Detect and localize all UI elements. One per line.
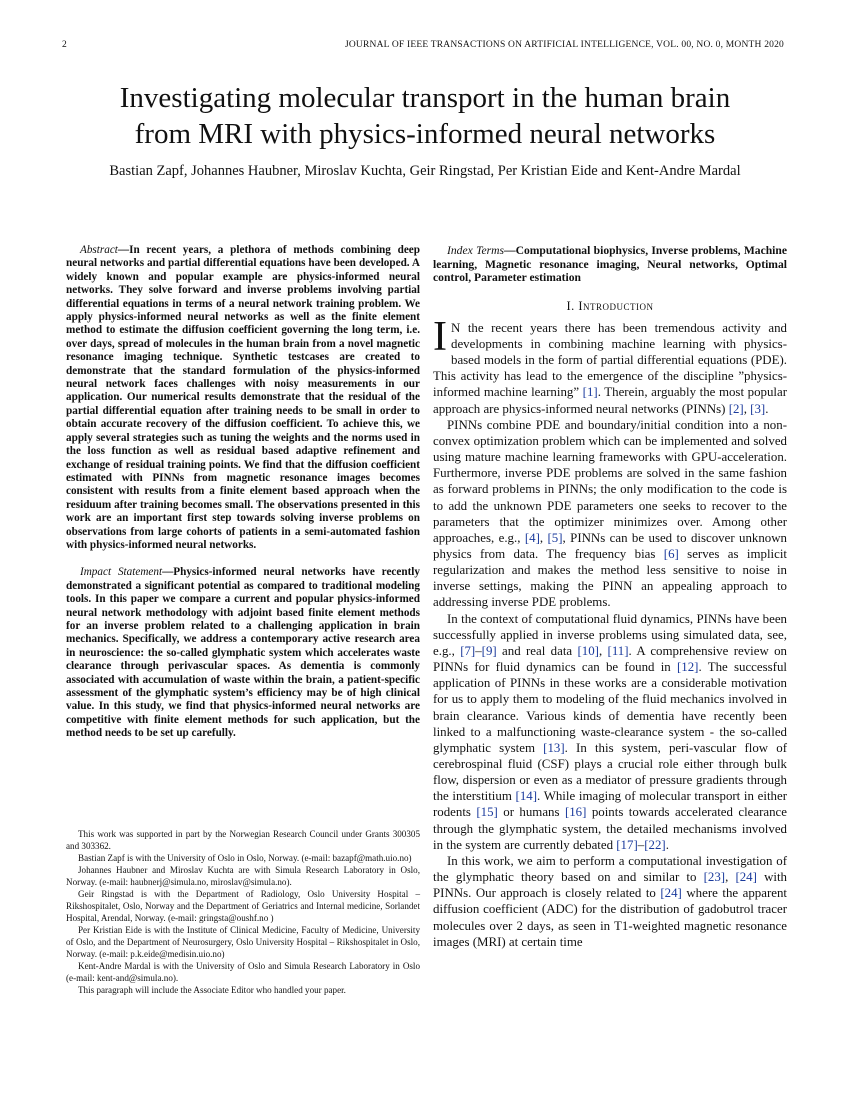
citation-link[interactable]: [3] [750, 401, 766, 416]
abstract-text: —In recent years, a plethora of methods combining deep neural networks and partial differential equations have been developed. A widely known and popular example are physics-informed neural networks. They solve forward and inverse problems involving partial differential equations in terms of a neural network training problem. We apply physics-informed neural networks as well as the finite element method to estimate the diffusion coefficient governing the long term, i.e. over days, spread of molecules in the human brain from a novel magnetic resonance imaging technique. Synthetic testcases are created to demonstrate that the standard formulation of the physics-informed neural network faces challenges with noisy measurements in our application. Our numerical results demonstrate that the residual of the partial differential equation after training needs to be small in order to obtain accurate recovery of the diffusion coefficient. To achieve this, we apply several strategies such as tuning the weights and the norms used in the loss function as well as residual based adaptive refinement and exchange of residual training points. We find that the diffusion coefficient estimated with PINNs from magnetic resonance images becomes consistent with results from a finite element based approach when the residuum after training becomes small. The observations presented in this work are an important first step towards solving inverse problems on observations from large cohorts of patients in a semi-automated fashion with physics-informed neural networks. [66, 244, 420, 551]
intro-paragraph-3: In the context of computational fluid dynamics, PINNs have been successfully applied in inverse problems using simulated data, see, e.g., [7]–[9] and real data [10], [11]. A comprehensive review on PINNs for fluid dynamics can be found in [12]. The successful application of PINNs in these works are a considerable motivation for us to apply them to modeling of the fluid mechanics involved in brain clearance. Various kinds of dementia have recently been linked to a malfunctioning waste-clearance system - the so-called glymphatic system [13]. In this system, peri-vascular flow of cerebrospinal fluid (CSF) plays a crucial role either through bulk flow, dispersion or even as a mediator of pressure gradients through the interstitium [14]. While imaging of molecular transport in either rodents [15] or humans [16] points towards accelerated clearance through the glymphatic system, the detailed mechanisms involved in the system are currently debated [17]–[22]. [433, 611, 787, 852]
footnote: This work was supported in part by the Norwegian Research Council under Grants 300305 and 303362. [66, 829, 420, 851]
citation-link[interactable]: [9] [481, 643, 497, 658]
citation-link[interactable]: [13] [543, 740, 565, 755]
citation-link[interactable]: [2] [728, 401, 744, 416]
impact-label: Impact Statement [80, 566, 163, 579]
citation-link[interactable]: [12] [677, 660, 699, 675]
citation-link[interactable]: [22] [644, 837, 666, 852]
index-terms [433, 244, 787, 285]
citation-link[interactable]: [24] [735, 870, 757, 885]
drop-cap: I [433, 313, 447, 360]
citation-link[interactable]: [16] [564, 805, 587, 820]
citation-link[interactable]: [10] [577, 643, 599, 658]
footnote: Geir Ringstad is with the Department of Radiology, Oslo University Hospital – Rikshospitalet, Oslo, Norway and the Department of Geriatrics and Internal medicine, Sorlandet Hospital, Arendal, Norway. (e-mail: gringsta@oushf.no ) [66, 889, 420, 923]
introduction-body [433, 313, 788, 950]
intro-paragraph-4: In this work, we aim to perform a computational investigation of the glymphatic theory based on and similar to [23], [24] with PINNs. Our approach is closely related to [24] where the apparent diffusion coefficient (ADC) for the distribution of gadobutrol tracer molecules over 2 days, as seen in T1-weighted magnetic resonance images (MRI) at certain time [433, 853, 787, 949]
index-terms-text: —Computational biophysics, Inverse problems, Machine learning, Magnetic resonance imaging, Neural networks, Optimal control, Parameter estimation [433, 244, 787, 285]
citation-link[interactable]: [6] [663, 546, 679, 561]
citation-link[interactable]: [15] [476, 805, 498, 820]
citation-link[interactable]: [14] [515, 789, 538, 804]
citation-link[interactable]: [17] [616, 837, 638, 852]
index-terms-label: Index Terms [447, 244, 504, 257]
author-list: Bastian Zapf, Johannes Haubner, Miroslav Kuchta, Geir Ringstad, Per Kristian Eide and Kent-Andre Mardal [109, 163, 741, 179]
journal-header: JOURNAL OF IEEE TRANSACTIONS ON ARTIFICIAL INTELLIGENCE, VOL. 00, NO. 0, MONTH 2020 [344, 40, 784, 50]
section-title: Introduction [578, 298, 654, 313]
intro-paragraph-1: I N the recent years there has been tremendous activity and developments in combining machine learning with physics-based models in the form of partial differential equations (PDE). This activity has lead to the emergence of the discipline ”physics-informed machine learning” [1]. Therein, arguably the most popular approach are physics-informed neural networks (PINNs) [2], [3]. [433, 313, 788, 416]
title-line-2: from MRI with physics-informed neural networks [134, 118, 716, 150]
citation-link[interactable]: [1] [582, 385, 598, 400]
footnote: Johannes Haubner and Miroslav Kuchta are with Simula Research Laboratory in Oslo, Norway. (e-mail: haubnerj@simula.no, miroslav@simula.no). [66, 865, 420, 887]
citation-link[interactable]: [24] [660, 886, 682, 901]
page-number: 2 [62, 40, 67, 50]
footnote: This paragraph will include the Associate Editor who handled your paper. [78, 985, 346, 995]
left-column [66, 244, 420, 741]
section-heading [433, 299, 787, 314]
running-header [62, 40, 784, 54]
impact-statement [66, 566, 420, 740]
abstract [66, 244, 420, 552]
citation-link[interactable]: [23] [703, 870, 726, 885]
citation-link[interactable]: [7] [460, 643, 476, 658]
citation-link[interactable]: [4] [524, 530, 540, 545]
citation-link[interactable]: [5] [547, 530, 563, 545]
footnote: Kent-Andre Mardal is with the University of Oslo and Simula Research Laboratory in Oslo (e-mail: kent-and@simula.no). [66, 961, 420, 983]
citation-link[interactable]: [11] [607, 643, 629, 658]
section-number: I. [566, 298, 579, 313]
right-column [433, 244, 787, 950]
abstract-label: Abstract [80, 244, 118, 256]
footnote: Per Kristian Eide is with the Institute of Clinical Medicine, Faculty of Medicine, University of Oslo, and the Department of Neurosurgery, Oslo University Hospital – Rikshospitalet in Oslo, Norway. (e-mail: p.k.eide@medisin.uio.no) [66, 925, 420, 959]
title-line-1: Investigating molecular transport in the human brain [119, 82, 731, 114]
impact-text: —Physics-informed neural networks have recently demonstrated a significant potential as compared to traditional modeling tools. In this paper we compare a current and popular physics-informed neural network methodology with adjoint based finite element methods for an inverse problem related to a challenging application in brain mechanics. Specifically, we address a contemporary active research area in neuroscience: the so-called glymphatic system which accelerates waste clearance through perivascular spaces. As dementia is commonly associated with accumulation of waste within the brain, a patient-specific assessment of the glymphatic system’s efficiency may be of high clinical value. In this study, we find that physics-informed neural networks are competitive with finite element methods for such application, but the method needs to be set up carefully. [66, 566, 420, 740]
paper-title [50, 80, 800, 152]
footnote: Bastian Zapf is with the University of Oslo in Oslo, Norway. (e-mail: bazapf@math.uio.no) [78, 853, 412, 863]
footnotes [66, 828, 420, 996]
intro-paragraph-2: PINNs combine PDE and boundary/initial condition into a non-convex optimization problem which can be implemented and solved using mature machine learning frameworks with GPU-acceleration. Furthermore, inverse PDE problems are solved in the same fashion as forward problems in PINNs; the only modification to the code is to add the unknown PDE parameters one seeks to recover to the parameters that the optimizer minimizes over. Among other approaches, e.g., [4], [5], PINNs can be used to discover unknown physics from data. The frequency bias [6] serves as implicit regularization and makes the method less sensitive to noise in inverse settings, making the PINN an appealing approach to addressing inverse PDE problems. [433, 417, 787, 610]
